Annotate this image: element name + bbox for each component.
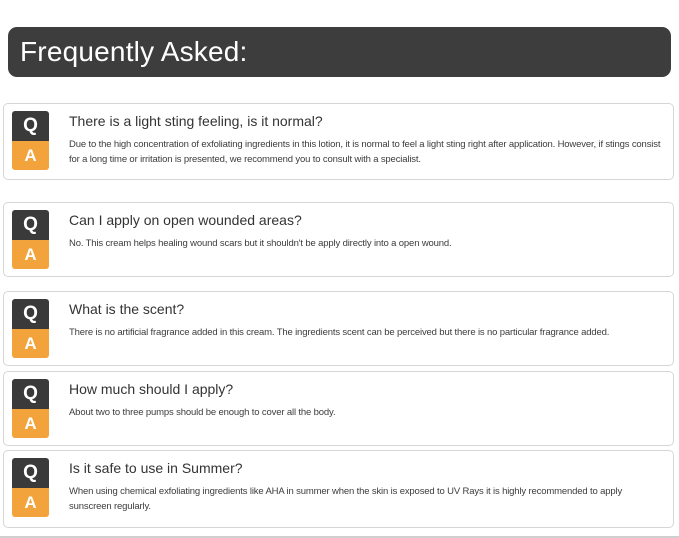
qa-badge-column xyxy=(12,111,49,170)
answer-badge: A xyxy=(12,488,49,517)
question-badge: Q xyxy=(12,458,49,488)
qa-badge-column xyxy=(12,458,49,517)
question-badge: Q xyxy=(12,111,49,141)
faq-question: How much should I apply? xyxy=(69,381,234,397)
faq-answer: About two to three pumps should be enough to cover all the body. xyxy=(69,406,336,418)
qa-text-block xyxy=(69,111,669,167)
answer-badge: A xyxy=(12,240,49,269)
qa-text-block xyxy=(69,379,669,421)
faq-card xyxy=(3,202,674,277)
faq-answer: There is no artificial fragrance added in this cream. The ingredients scent can be perceived but there is no particular fragrance added. xyxy=(69,326,610,338)
faq-question: Can I apply on open wounded areas? xyxy=(69,212,302,228)
faq-answer: When using chemical exfoliating ingredients like AHA in summer when the skin is exposed to UV Rays it is highly recommended to apply sunscreen regularly. xyxy=(69,485,623,512)
answer-badge: A xyxy=(12,409,49,438)
faq-answer: No. This cream helps healing wound scars but it shouldn't be apply directly into a open wound. xyxy=(69,237,452,249)
faq-card xyxy=(3,291,674,366)
answer-badge: A xyxy=(12,141,49,170)
faq-question: What is the scent? xyxy=(69,301,185,317)
faq-card xyxy=(3,371,674,446)
qa-text-block xyxy=(69,210,669,252)
faq-card xyxy=(3,450,674,528)
qa-badge-column xyxy=(12,299,49,358)
qa-badge-column xyxy=(12,210,49,269)
qa-text-block xyxy=(69,299,669,341)
faq-section-header xyxy=(8,27,671,77)
answer-badge: A xyxy=(12,329,49,358)
faq-section-title: Frequently Asked: xyxy=(20,36,248,67)
faq-question: There is a light sting feeling, is it normal? xyxy=(69,113,323,129)
qa-badge-column xyxy=(12,379,49,438)
question-badge: Q xyxy=(12,210,49,240)
question-badge: Q xyxy=(12,299,49,329)
qa-text-block xyxy=(69,458,669,514)
question-badge: Q xyxy=(12,379,49,409)
faq-question: Is it safe to use in Summer? xyxy=(69,460,243,476)
faq-card xyxy=(3,103,674,180)
faq-answer: Due to the high concentration of exfoliating ingredients in this lotion, it is normal to feel a light sting right after application. However, if stings consist for a long time or irritation is presented, we recommend you to consult with a specialist. xyxy=(69,138,661,165)
